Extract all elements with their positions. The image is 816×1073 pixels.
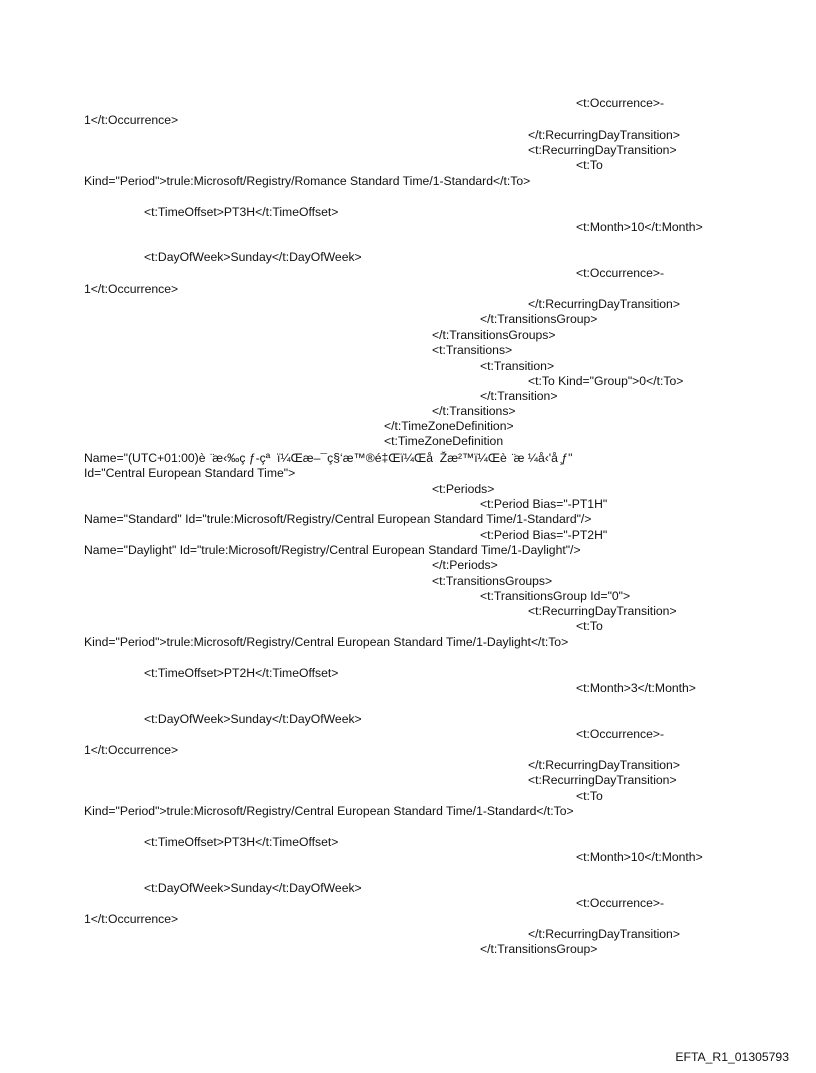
text-line: <t:DayOfWeek>Sunday</t:DayOfWeek>	[144, 881, 362, 895]
text-line: <t:Period Bias="-PT2H"	[480, 528, 608, 542]
text-line: </t:TransitionsGroups>	[432, 328, 556, 342]
text-line: <t:Occurrence>-	[576, 96, 665, 110]
text-line: <t:Month>10</t:Month>	[576, 850, 703, 864]
text-line: <t:TimeZoneDefinition	[384, 434, 504, 448]
text-line: <t:Month>10</t:Month>	[576, 220, 703, 234]
text-line: Id="Central European Standard Time">	[84, 466, 296, 480]
text-line: <t:Occurrence>-	[576, 266, 665, 280]
text-line: Kind="Period">trule:Microsoft/Registry/Central European Standard Time/1-Daylight</t:To>	[84, 635, 569, 649]
text-line: <t:Transitions>	[432, 343, 513, 357]
text-line: <t:RecurringDayTransition>	[528, 143, 677, 157]
text-line: Name="Standard" Id="trule:Microsoft/Registry/Central European Standard Time/1-Standard"/>	[84, 512, 592, 526]
text-line: </t:TimeZoneDefinition>	[384, 419, 514, 433]
text-line: </t:RecurringDayTransition>	[528, 758, 680, 772]
text-line: <t:DayOfWeek>Sunday</t:DayOfWeek>	[144, 712, 362, 726]
text-line: <t:TimeOffset>PT2H</t:TimeOffset>	[144, 666, 339, 680]
text-line: </t:RecurringDayTransition>	[528, 927, 680, 941]
text-line: </t:Transitions>	[432, 404, 516, 418]
text-line: <t:To	[576, 619, 603, 633]
text-line: Name="Daylight" Id="trule:Microsoft/Registry/Central European Standard Time/1-Daylight"/>	[84, 543, 581, 557]
text-line: 1</t:Occurrence>	[84, 912, 179, 926]
text-line: <t:Periods>	[432, 482, 495, 496]
text-line: </t:Periods>	[432, 558, 498, 572]
text-line: <t:TimeOffset>PT3H</t:TimeOffset>	[144, 835, 339, 849]
text-line: </t:TransitionsGroup>	[480, 942, 598, 956]
text-line: <t:Occurrence>-	[576, 896, 665, 910]
text-line: <t:Occurrence>-	[576, 727, 665, 741]
text-line: <t:To Kind="Group">0</t:To>	[528, 374, 684, 388]
text-line: <t:To	[576, 789, 603, 803]
text-line: <t:Month>3</t:Month>	[576, 681, 696, 695]
text-line: <t:RecurringDayTransition>	[528, 604, 677, 618]
text-line: 1</t:Occurrence>	[84, 113, 179, 127]
text-line: <t:DayOfWeek>Sunday</t:DayOfWeek>	[144, 250, 362, 264]
text-line: </t:Transition>	[480, 389, 558, 403]
text-line: 1</t:Occurrence>	[84, 282, 179, 296]
text-line: </t:TransitionsGroup>	[480, 312, 598, 326]
text-line: Name="(UTC+01:00)è ̈æ‹‰ç ƒ-çª ï¼Œæ–¯ç§‘æ™®é‡Œï¼Œå Žæ²™ï¼Œè ̈æ ¼å‹'å ̧ƒ"	[84, 451, 573, 465]
text-line: </t:RecurringDayTransition>	[528, 128, 680, 142]
text-line: <t:Period Bias="-PT1H"	[480, 497, 608, 511]
text-line: <t:Transition>	[480, 359, 555, 373]
text-line: <t:RecurringDayTransition>	[528, 773, 677, 787]
text-line: Kind="Period">trule:Microsoft/Registry/Romance Standard Time/1-Standard</t:To>	[84, 174, 531, 188]
text-line: <t:TransitionsGroup Id="0">	[480, 589, 631, 603]
text-line: </t:RecurringDayTransition>	[528, 297, 680, 311]
text-line: <t:To	[576, 158, 603, 172]
text-line: 1</t:Occurrence>	[84, 743, 179, 757]
bates-number: EFTA_R1_01305793	[675, 1050, 789, 1064]
text-line: <t:TransitionsGroups>	[432, 574, 553, 588]
text-line: <t:TimeOffset>PT3H</t:TimeOffset>	[144, 205, 339, 219]
text-line: Kind="Period">trule:Microsoft/Registry/Central European Standard Time/1-Standard</t:To>	[84, 804, 574, 818]
